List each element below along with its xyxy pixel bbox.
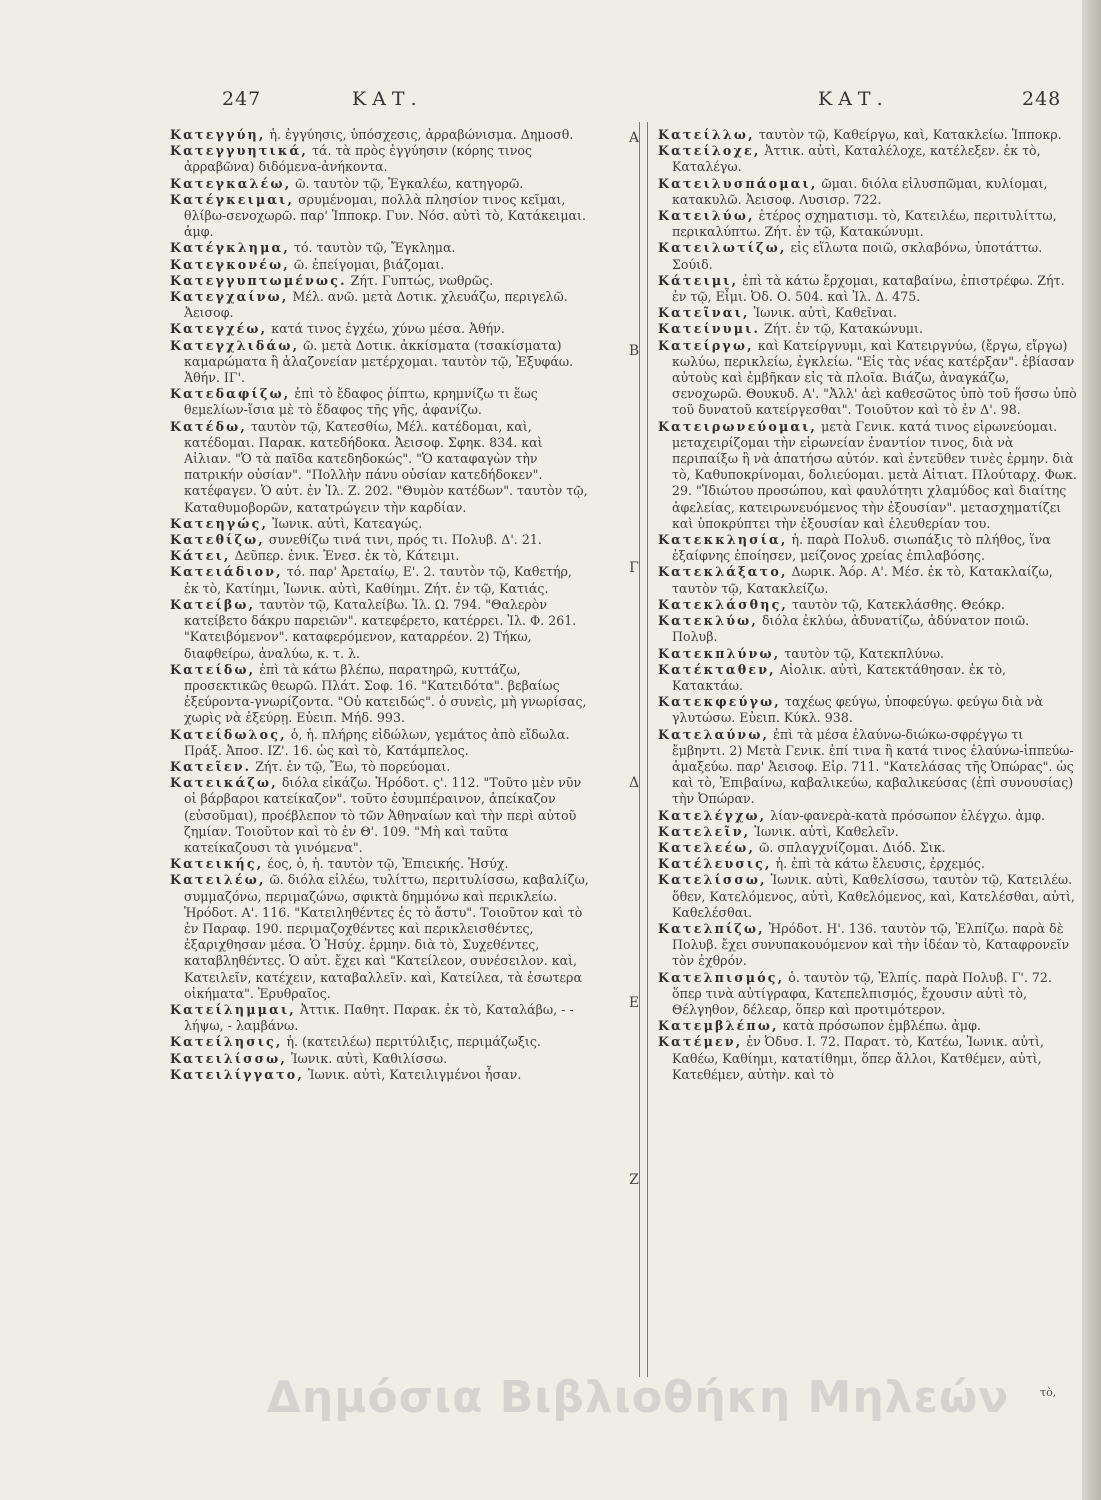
margin-letter-e: Ε <box>628 995 640 1011</box>
entry-headword: Κατεγχαίνω, <box>170 289 289 305</box>
column-rule-right <box>647 122 648 1377</box>
running-head-left: ΚΑΤ. <box>352 88 423 110</box>
entry-headword: Κατεμβλέπω, <box>658 1018 779 1034</box>
entry-headword: Κατείργω, <box>658 337 754 353</box>
entry-headword: Κατείδω, <box>170 661 256 677</box>
dictionary-entry <box>170 532 590 548</box>
dictionary-entry <box>170 257 590 273</box>
entry-headword: Κατεκλάξατο, <box>658 564 788 580</box>
entry-definition: ῶ. διόλα εἰλέω, τυλίττω, περιτυλίσσω, καβαλίζω, συμμαζόνω, περιμαζώνω, σφικτὰ δημμόνω καὶ περικλείω. Ἡρόδοτ. Α'. 116. "Κατειληθέντες ἐς τὸ ἄστυ". Τοιοῦτον καὶ τὸ ἐν Παραφ. 190. περιμαζοχθέντες καὶ περικλεισθέντες, ἐξαριχθησαν μέσα. Ὁ Ἡσύχ. ἑρμην. διὰ τὸ, Συχεθέντες, καταβληθέντες. Ὁ αὐτ. ἔχει καὶ "Κατείλεον, συνέσειλον. καὶ, Κατειλεῖν, κατέχειν, καταβαλλεῖν. καὶ, Κατείλεα, τὰ ἐσωτερα οἰκήματα". Ἐρυθραῖος. <box>184 872 589 1001</box>
dictionary-entry <box>658 646 1078 662</box>
entry-headword: Κατειλωτίζω, <box>658 240 787 256</box>
entry-definition: Ζήτ. ἐν τῷ, Κατακώνυμι. <box>760 321 923 337</box>
entry-definition: Αἰολικ. αὐτὶ, Κατεκτάθησαν. ἐκ τὸ, Κατακτάω. <box>672 661 1007 693</box>
entry-definition: Ἀττικ. αὐτὶ, Καταλέλοχε, κατέλεξεν. ἐκ τὸ, Καταλέγω. <box>672 143 1041 175</box>
library-watermark: Δημόσια Βιβλιοθήκη Μηλεών <box>266 1372 1010 1423</box>
entry-headword: Κατελαύνω, <box>658 726 770 742</box>
dictionary-entry <box>658 921 1078 970</box>
dictionary-entry <box>658 662 1078 694</box>
entry-definition: ταυτὸν τῷ, Κατεσθίω, Μέλ. κατέδομαι, καὶ, κατέδομαι. Παρακ. κατεδήδοκα. Ἀεισοφ. Σφηκ. 834. καὶ Αἰλιαν. "Ὁ τὰ παῖδα κατεδηδοκώς". "Ὁ καταφαγὼν τὴν πατρικήν οὐσίαν". "Πολλὴν πάνυ οὐσίαν κατεδήδοκεν". κατέφαγεν. Ὁ αὐτ. ἐν Ἰλ. Ζ. 202. "Θυμὸν κατέδων". ταυτὸν τῷ, Καταθυμοβορῶν, κατατρώγειν τὴν καρδίαν. <box>184 418 588 515</box>
entry-definition: Ἰωνικ. αὐτὶ, Κατεαγώς. <box>268 515 423 531</box>
book-spine-shadow <box>1082 0 1101 1500</box>
entry-definition: τό. ταυτὸν τῷ, Ἔγκλημα. <box>290 240 456 256</box>
entry-definition: λίαν-φανερὰ-κατὰ πρόσωπον ἐλέγχω. ἀμφ. <box>766 807 1045 823</box>
entry-headword: Κατείλημμαι, <box>170 1001 296 1017</box>
entry-headword: Κατέμεν, <box>658 1034 743 1050</box>
entry-headword: Κατεγγύη, <box>170 127 266 142</box>
entry-definition: Ἰωνικ. αὐτὶ, Κατειλιγμένοι ἦσαν. <box>303 1066 522 1082</box>
dictionary-entry <box>170 176 590 192</box>
entry-definition: εἰς εἵλωτα ποιῶ, σκλαβόνω, ὑποτάττω. Σούιδ. <box>672 240 1043 272</box>
entry-headword: Κατεγκονέω, <box>170 256 290 272</box>
dictionary-entry <box>170 1034 590 1050</box>
margin-letter-f: Ζ <box>629 1172 639 1188</box>
entry-definition: Ζήτ. Γυπτώς, νωθρῶς. <box>346 272 494 288</box>
entry-definition: Ἰωνικ. αὐτὶ, Καθιλίσσω. <box>286 1050 448 1066</box>
dictionary-entry <box>170 516 590 532</box>
entry-headword: Κατείλησις, <box>170 1034 283 1050</box>
entry-definition: Ἰωνικ. αὐτὶ, Καθεῖναι. <box>749 305 898 321</box>
entry-headword: Κατειλύω, <box>658 208 755 224</box>
entry-definition: διόλα εἰκάζω. Ἡρόδοτ. ς'. 112. "Τοῦτο μὲν νῦν οἱ βάρβαροι κατείκαζον". τοῦτο ἐσυμπέραινον, ἀπείκαζον (εὐσοῦμαι), προέβλεπον τὸ τῶν Ἀθηναίων καὶ τὴν περὶ αὐτοῦ ζημίαν. Τοιοῦτον καὶ τὸ ἐν Θ'. 109. "Μὴ καὶ ταῦτα κατείκαζουσι τὰ γινόμενα". <box>184 775 582 855</box>
entry-headword: Κατεκλύω, <box>658 613 758 629</box>
entry-headword: Κατέδω, <box>170 418 247 434</box>
dictionary-entry <box>658 856 1078 872</box>
entry-headword: Κατεγγυητικά, <box>170 143 308 159</box>
entry-definition: ταυτὸν τῷ, Κατεκλάσθης. Θεόκρ. <box>788 596 1005 612</box>
entry-headword: Κατεδαφίζω, <box>170 386 291 402</box>
entry-definition: ἡ. ἐπὶ τὰ κάτω ἔλευσις, ἐρχεμός. <box>771 856 985 872</box>
entry-headword: Κατεικάζω, <box>170 775 278 791</box>
entry-headword: Κατείλοχε, <box>658 143 761 159</box>
entry-definition: ταχέως φεύγω, ὑποφεύγω. φεύγω διὰ νὰ γλυτώσω. Εὐειπ. Κύκλ. 938. <box>672 694 1043 726</box>
margin-letter-c: Γ <box>629 560 639 576</box>
entry-headword: Κατείλλω, <box>658 127 755 142</box>
dictionary-entry <box>658 176 1078 208</box>
entry-headword: Κατεῖναι, <box>658 305 750 321</box>
dictionary-entry <box>170 192 590 241</box>
dictionary-entry <box>658 208 1078 240</box>
dictionary-entry <box>170 127 590 143</box>
dictionary-entry <box>658 840 1078 856</box>
entry-headword: Κατεκφεύγω, <box>658 694 781 710</box>
dictionary-entry <box>658 338 1078 419</box>
entry-definition: συνεθίζω τινά τινι, πρός τι. Πολυβ. Δ'. 21. <box>264 532 542 548</box>
entry-definition: Ἰωνικ. αὐτὶ, Καθελεῖν. <box>750 823 899 839</box>
entry-definition: κατά τινος ἐγχέω, χύνω μέσα. Ἀθήν. <box>267 321 505 337</box>
dictionary-entry <box>658 321 1078 337</box>
entry-headword: Κατεικής, <box>170 856 264 872</box>
dictionary-entry <box>658 970 1078 1019</box>
entry-definition: Δεῦπερ. ἐνικ. Ἐνεσ. ἐκ τὸ, Κάτειμι. <box>230 548 460 564</box>
dictionary-entry <box>170 759 590 775</box>
dictionary-entry <box>170 1051 590 1067</box>
entry-definition: διόλα ἐκλύω, ἀδυνατίζω, ἀδύνατον ποιῶ. Πολυβ. <box>672 613 1030 645</box>
dictionary-entry <box>658 694 1078 726</box>
entry-definition: έος, ὁ, ἡ. ταυτὸν τῷ, Ἐπιεικής. Ἡσύχ. <box>263 856 509 872</box>
dictionary-entry <box>658 727 1078 808</box>
entry-headword: Κατεκλάσθης, <box>658 596 789 612</box>
entry-headword: Κατελίσσω, <box>658 872 767 888</box>
dictionary-entry <box>170 419 590 516</box>
margin-letter-a: Α <box>628 130 640 146</box>
entry-definition: ὁ. ταυτὸν τῷ, Ἐλπίς. παρὰ Πολυβ. Γ'. 72. ὅπερ τινὰ αὐτίγραφα, Κατεπελπισμός, ἔχουσιν αὐτὶ τὸ, Θέλγηθον, δέλεαρ, ὅπερ καὶ προτιμότερον. <box>672 969 1052 1017</box>
entry-definition: ῶμαι. διόλα εἰλυσπῶμαι, κυλίομαι, κατακυλῶ. Ἀεισοφ. Λυσισρ. 722. <box>672 175 1048 207</box>
entry-headword: Κατειλέω, <box>170 872 266 888</box>
entry-definition: Δωρικ. Ἀόρ. Α'. Μέσ. ἐκ τὸ, Κατακλαίζω, ταυτὸν τῷ, Κατακλείζω. <box>672 564 1053 596</box>
entry-definition: Ζήτ. ἐν τῷ, Ἔω, τὸ πορεύομαι. <box>251 758 451 774</box>
entry-headword: Κατεθίζω, <box>170 532 265 548</box>
entry-headword: Κάτει, <box>170 548 231 564</box>
dictionary-entry <box>170 338 590 387</box>
dictionary-entry <box>170 1067 590 1083</box>
dictionary-entry <box>658 1018 1078 1034</box>
dictionary-entry <box>658 127 1078 143</box>
entry-definition: ταυτὸν τῷ, Καθείργω, καὶ, Κατακλείω. Ἱπποκρ. <box>754 127 1062 142</box>
entry-definition: Ἰωνικ. αὐτὶ, Καθελίσσω, ταυτὸν τῷ, Κατειλέω. ὅθεν, Κατελόμενος, αὐτὶ, Καθελόμενος, καὶ, Κατελέσθαι, αὐτὶ, Καθελέσθαι. <box>672 872 1075 920</box>
entry-definition: μετὰ Γενικ. κατά τινος εἰρωνεύομαι. μεταχειρίζομαι τὴν εἰρωνείαν ἐναντίον τινος, διὰ νὰ περιπαίξω ἢ νὰ ἀπατήσω αὐτόν. καὶ ἐντεῦθεν τινὲς ἑρμην. διὰ τὸ, Καθυποκρίνομαι, δολιεύομαι. μετὰ Αἰτιατ. Πλούταρχ. Φωκ. 29. "Ἰδιώτου προσώπου, καὶ φαυλότητι χλαμύδος καὶ διαίτης ἀφελείας, κατειρωνευόμενος τὴν ἐξουσίαν". μετασχηματίζει καὶ ὑποκρύπτει τὴν ἐξουσίαν καὶ ἐλευθερίαν του. <box>672 418 1077 531</box>
entry-definition: Ἡρόδοτ. Η'. 136. ταυτὸν τῷ, Ἐλπίζω. παρὰ δὲ Πολυβ. ἔχει συνυπακουόμενον καὶ τὴν ἰδέαν τὸ, Καταφρονεῖν τὸν ἐχθρόν. <box>672 920 1070 969</box>
entry-headword: Κατελεῖν, <box>658 823 751 839</box>
entry-definition: ἐπὶ τὸ ἔδαφος ῥίπτω, κρημνίζω τι ἕως θεμελίων-ἴσια μὲ τὸ ἔδαφος τῆς γῆς, ἀφανίζω. <box>184 386 538 418</box>
page-number-right: 248 <box>1022 88 1062 110</box>
dictionary-entry <box>658 419 1078 532</box>
entry-definition: ταυτὸν τῷ, Κατεκπλύνω. <box>780 645 945 661</box>
entry-definition: κατὰ πρόσωπον ἐμβλέπω. ἀμφ. <box>778 1018 981 1034</box>
dictionary-entry <box>170 872 590 1002</box>
entry-headword: Κάτειμι, <box>658 272 739 288</box>
left-column <box>170 127 590 1083</box>
entry-definition: ἐν Ὀδυσ. Ι. 72. Παρατ. τὸ, Κατέω, Ἰωνικ. αὐτὶ, Καθέω, Καθίημι, κατατίθημι, ὅπερ ἄλλοι, Κατθέμεν, αὐτὶ, Κατεθέμεν, αὐτὴν. καὶ τὸ <box>672 1034 1044 1082</box>
running-head-right: ΚΑΤ. <box>818 88 889 110</box>
catchword: τὸ, <box>1040 1386 1057 1399</box>
entry-definition: ἐπὶ τὰ κάτω βλέπω, παρατηρῶ, κυττάζω, προσεκτικῶς θεωρῶ. Πλάτ. Σοφ. 16. "Κατειδότα". βεβαίως ἐξεύροντα-γνωρίζοντα. "Οὐ κατειδώς". ὁ συνεὶς, μὴ γνωρίσας, χωρὶς νὰ ἐξεύρῃ. Εὐειπ. Μήδ. 993. <box>184 661 587 726</box>
entry-headword: Κατειάδιον, <box>170 564 283 580</box>
entry-definition: ῶ. μετὰ Δοτικ. ἀκκίσματα (τσακίσματα) καμαρώματα ἢ ἀλαζονείαν μετέρχομαι. ταυτὸν τῷ, Ἐξυφάω. Ἀθήν. ΙΓ'. <box>184 337 574 386</box>
page-number-left: 247 <box>222 88 262 110</box>
entry-headword: Κατεγχλιδάω, <box>170 337 300 353</box>
entry-headword: Κατελεέω, <box>658 839 756 855</box>
dictionary-entry <box>170 1002 590 1034</box>
entry-definition: σρυμένομαι, πολλὰ πλησίον τινος κεῖμαι, θλίβω-σενοχωρῶ. παρ' Ἱπποκρ. Γυν. Νόσ. αὐτὶ τὸ, Κατάκειμαι. ἀμφ. <box>184 191 586 240</box>
entry-definition: Ἀττικ. Παθητ. Παρακ. ἐκ τὸ, Καταλάβω, - - λήψω, - λαμβάνω. <box>184 1001 574 1034</box>
dictionary-entry <box>170 240 590 256</box>
dictionary-entry <box>658 1034 1078 1083</box>
entry-headword: Κατελπισμός, <box>658 969 785 985</box>
dictionary-entry <box>658 564 1078 596</box>
dictionary-entry <box>658 824 1078 840</box>
entry-headword: Κατεκκλησία, <box>658 532 788 548</box>
dictionary-entry <box>170 564 590 596</box>
entry-headword: Κατεῖεν. <box>170 758 252 774</box>
entry-headword: Κατειλυσπάομαι, <box>658 175 818 191</box>
entry-definition: ἡ. (κατειλέω) περιτύλιξις, περιμάζωξις. <box>282 1034 541 1050</box>
entry-headword: Κατεγκαλέω, <box>170 175 292 191</box>
dictionary-entry <box>658 273 1078 305</box>
column-rule-left <box>639 122 640 1377</box>
entry-headword: Κατείβω, <box>170 596 256 612</box>
entry-headword: Κατειρωνεύομαι, <box>658 418 818 434</box>
dictionary-entry <box>170 662 590 727</box>
entry-headword: Κατειλίγγατο, <box>170 1066 304 1082</box>
dictionary-entry <box>170 143 590 175</box>
entry-definition: ταυτὸν τῷ, Καταλείβω. Ἰλ. Ω. 794. "Θαλερὸν κατείβετο δάκρυ παρειῶν". κατεφέρετο, κατέρρει. Ἰλ. Φ. 261. "Κατειβόμενον". καταφερόμενον, καταρρέον. 2) Τήκω, διαφθείρω, ἀναλύω, κ. τ. λ. <box>184 596 577 661</box>
entry-definition: ἐπὶ τὰ κάτω ἔρχομαι, καταβαίνω, ἐπιστρέφω. Ζήτ. ἐν τῷ, Εἶμι. Ὀδ. Ο. 504. καὶ Ἰλ. Δ. 475. <box>672 272 1065 305</box>
dictionary-entry <box>658 143 1078 175</box>
entry-headword: Κατελπίζω, <box>658 920 765 936</box>
entry-headword: Κατείδωλος, <box>170 726 287 742</box>
entry-headword: Κατεγγυπτωμένως. <box>170 272 347 288</box>
entry-headword: Κατεκπλύνω, <box>658 645 781 661</box>
dictionary-entry <box>170 597 590 662</box>
entry-headword: Κατέκταθεν, <box>658 661 776 677</box>
entry-definition: Μέλ. ανῶ. μετὰ Δοτικ. χλευάζω, περιγελῶ. Ἀεισοφ. <box>184 289 568 321</box>
dictionary-entry <box>170 727 590 759</box>
entry-definition: ῶ. ἐπείγομαι, βιάζομαι. <box>289 256 445 272</box>
entry-definition: τά. τὰ πρὸς ἐγγύησιν (κόρης τινος ἀρραβῶνα) διδόμενα-ἀνήκοντα. <box>184 143 533 175</box>
entry-headword: Κατεγχέω, <box>170 321 268 337</box>
entry-headword: Κατέγκειμαι, <box>170 191 295 207</box>
dictionary-entry <box>658 240 1078 272</box>
entry-definition: ἐπὶ τὰ μέσα ἐλαύνω-διώκω-σφρέγγω τι ἔμβηντι. 2) Μετὰ Γενικ. ἐπί τινα ἢ κατά τινος ἐλαύνω-ἱππεύω-ἁμαξεύω. παρ' Ἀεισοφ. Εἰρ. 711. "Κατελάσας τῆς Ὀπώρας". ὡς καὶ τὸ, Ἐπιβαίνω, καβαλικεύω, καβαλικεύσας (ἐπὶ συνουσίας) τὴν Ὀπώραν. <box>672 726 1074 807</box>
entry-definition: ἑτέρος σχηματισμ. τὸ, Κατειλέω, περιτυλίττω, περικαλύπτω. Ζήτ. ἐν τῷ, Κατακώνυμι. <box>672 208 1057 240</box>
dictionary-entry <box>170 856 590 872</box>
margin-letter-d: Δ <box>628 775 640 791</box>
dictionary-entry <box>658 872 1078 921</box>
entry-definition: τό. παρ' Ἀρεταίῳ, Ε'. 2. ταυτὸν τῷ, Καθετήρ, ἐκ τὸ, Κατίημι, Ἰωνικ. αὐτὶ, Καθίημι. Ζήτ. ἐν τῷ, Κατιάς. <box>184 564 572 596</box>
entry-definition: καὶ Κατείργνυμι, καὶ Κατειργνύω, (ἔργω, εἴργω) κωλύω, περικλείω, ἐγκλείω. "Εἰς τὰς νέας κατέρξαν". ἐβίασαν αὐτοὺς καὶ ἐμβῆκαν εἰς τὰ πλοῖα. Βιάζω, ἀναγκάζω, σενοχωρῶ. Θουκυδ. Α'. "Ἀλλ' ἀεὶ καθεσῶτος ὑπὸ τοῦ ἥσσω ὑπὸ τοῦ δυνατοῦ κατείργεσθαι". Τοιοῦτον καὶ τὸ ἐν Δ'. 98. <box>672 337 1077 418</box>
dictionary-entry <box>658 532 1078 564</box>
entry-definition: ἡ. ἐγγύησις, ὑπόσχεσις, ἀρραβώνισμα. Δημοσθ. <box>265 127 574 142</box>
dictionary-entry <box>658 808 1078 824</box>
entry-headword: Κατείνυμι. <box>658 321 761 337</box>
entry-definition: ῶ. ταυτὸν τῷ, Ἐγκαλέω, κατηγορῶ. <box>291 175 524 191</box>
entry-headword: Κατέλευσις, <box>658 856 772 872</box>
entry-headword: Κατέγκλημα, <box>170 240 290 256</box>
entry-definition: ῶ. σπλαγχνίζομαι. Διόδ. Σικ. <box>755 839 946 855</box>
dictionary-entry <box>170 775 590 856</box>
dictionary-entry <box>170 321 590 337</box>
dictionary-entry <box>170 289 590 321</box>
dictionary-entry <box>658 597 1078 613</box>
margin-letter-b: Β <box>628 343 640 359</box>
dictionary-entry <box>658 305 1078 321</box>
entry-headword: Κατελέγχω, <box>658 807 767 823</box>
entry-definition: ἡ. παρὰ Πολυδ. σιωπάξις τὸ πλήθος, ἵνα ἐξαίφνης ἐποίησεν, μείζονος χρείας ἐπιλαβόσης. <box>672 532 1051 564</box>
dictionary-entry <box>170 386 590 418</box>
dictionary-entry <box>170 273 590 289</box>
entry-definition: ὁ, ἡ. πλήρης εἰδώλων, γεμάτος ἀπὸ εἴδωλα. Πράξ. Ἀποσ. ΙΖ'. 16. ὡς καὶ τὸ, Κατάμπελος. <box>184 726 570 758</box>
dictionary-entry <box>170 548 590 564</box>
right-column <box>658 127 1078 1083</box>
dictionary-entry <box>658 613 1078 645</box>
entry-headword: Κατειλίσσω, <box>170 1050 287 1066</box>
entry-headword: Κατεηγώς, <box>170 515 269 531</box>
